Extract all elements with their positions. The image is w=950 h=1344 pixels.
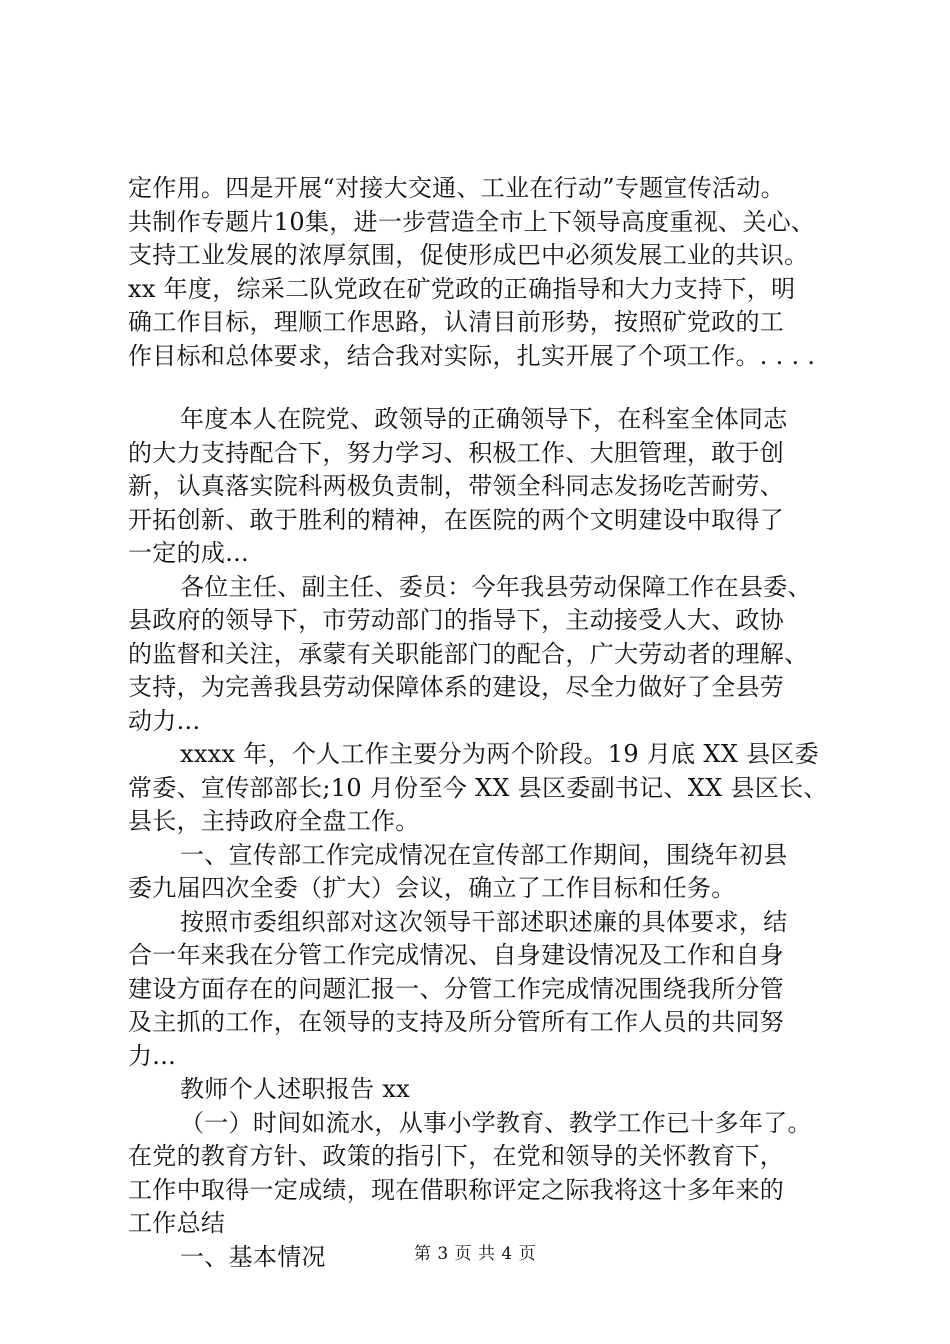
text-line: 及主抓的工作，在领导的支持及所分管所有工作人员的共同努: [128, 1008, 785, 1036]
document-body: [128, 172, 868, 1274]
text-line: 县长，主持政府全盘工作。: [128, 807, 420, 835]
paragraph: [128, 1107, 868, 1241]
text-line: 共制作专题片10集，进一步营造全市上下领导高度重视、关心、: [128, 207, 816, 236]
text-line: 按照市委组织部对这次领导干部述职述廉的具体要求，结: [180, 907, 788, 936]
text-line: 工作总结: [128, 1209, 226, 1237]
text-line: 开拓创新、敢于胜利的精神，在医院的两个文明建设中取得了: [128, 505, 785, 534]
text-line: （一）时间如流水，从事小学教育、教学工作已十多年了。: [180, 1108, 812, 1137]
text-line: 支持，为完善我县劳动保障体系的建设，尽全力做好了全县劳: [128, 673, 785, 701]
text-line: 教师个人述职报告 xx: [180, 1075, 410, 1103]
text-line: 工作中取得一定成绩，现在借职称评定之际我将这十多年来的: [128, 1175, 785, 1204]
text-line: 确工作目标，理顺工作思路，认清目前形势，按照矿党政的工: [128, 308, 785, 336]
text-line: 的监督和关注，承蒙有关职能部门的配合，广大劳动者的理解、: [128, 639, 809, 668]
paragraph: [128, 1073, 868, 1107]
text-line: 县政府的领导下，市劳动部门的指导下，主动接受人大、政协: [128, 606, 785, 634]
text-line: xx 年度，综采二队党政在矿党政的正确指导和大力支持下，明: [128, 274, 796, 303]
paragraph: [128, 172, 868, 373]
paragraph: [128, 403, 868, 571]
text-line: 常委、宣传部部长;10 月份至今 XX 县区委副书记、XX 县区长、: [128, 773, 828, 802]
paragraph: [128, 738, 868, 839]
text-line: 委九届四次全委（扩大）会议，确立了工作目标和任务。: [128, 874, 736, 902]
text-line: 在党的教育方针、政策的指引下，在党和领导的关怀教育下，: [128, 1142, 785, 1170]
paragraph: [128, 906, 868, 1074]
text-line: 新，认真落实院科两极负责制，带领全科同志发扬吃苦耐劳、: [128, 472, 785, 500]
text-line: 定作用。四是开展“对接大交通、工业在行动”专题宣传活动。: [128, 174, 785, 202]
text-line: 作目标和总体要求，结合我对实际，扎实开展了个项工作。. . . .: [128, 341, 816, 370]
text-line: 一、基本情况: [180, 1242, 326, 1271]
text-line: 动力...: [128, 706, 201, 735]
text-line: 一、宣传部工作完成情况在宣传部工作期间，围绕年初县: [180, 840, 788, 869]
page-footer: 第 3 页 共 4 页: [413, 1244, 537, 1264]
text-line: 合一年来我在分管工作完成情况、自身建设情况及工作和自身: [128, 941, 785, 969]
text-line: xxxx 年，个人工作主要分为两个阶段。19 月底 XX 县区委: [180, 740, 819, 768]
text-line: 支持工业发展的浓厚氛围，促使形成巴中必须发展工业的共识。: [128, 241, 809, 269]
text-line: 各位主任、副主任、委员：今年我县劳动保障工作在县委、: [180, 572, 812, 601]
text-line: 建设方面存在的问题汇报一、分管工作完成情况围绕我所分管: [128, 974, 785, 1003]
text-line: 力...: [128, 1041, 177, 1070]
text-line: 年度本人在院党、政领导的正确领导下，在科室全体同志: [180, 405, 788, 433]
paragraph: [128, 839, 868, 906]
text-line: 的大力支持配合下，努力学习、积极工作、大胆管理，敢于创: [128, 438, 785, 467]
text-line: 一定的成...: [128, 539, 249, 567]
paragraph: [128, 571, 868, 739]
paragraph-gap: [128, 373, 868, 403]
